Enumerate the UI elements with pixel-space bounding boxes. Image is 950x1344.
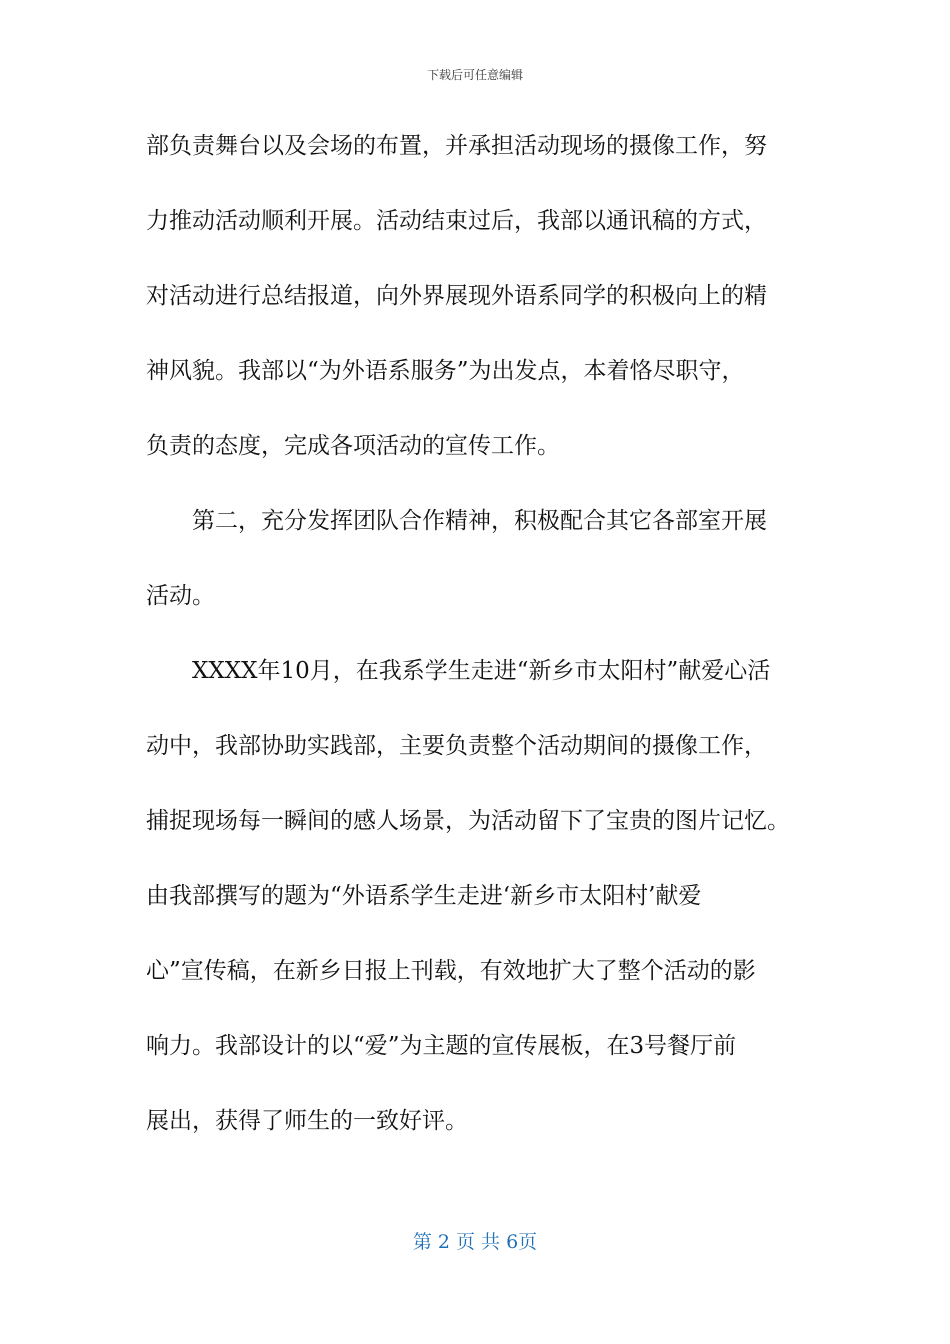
text-line: 捕捉现场每一瞬间的感人场景，为活动留下了宝贵的图片记忆。	[146, 808, 790, 834]
text-line: XXXX年10月，在我系学生走进“新乡市太阳村”献爱心活	[192, 658, 771, 684]
text-line: 响力。我部设计的以“爱”为主题的宣传展板，在3号餐厅前	[146, 1033, 737, 1059]
text-line: 由我部撰写的题为“外语系学生走进‘新乡市太阳村’献爱	[146, 883, 702, 909]
page-number: 第 2 页 共 6页	[412, 1231, 538, 1253]
text-line: 第二，充分发挥团队合作精神，积极配合其它各部室开展	[192, 508, 767, 534]
text-line: 对活动进行总结报道，向外界展现外语系同学的积极向上的精	[146, 283, 767, 309]
text-line: 活动。	[146, 583, 215, 609]
text-line: 部负责舞台以及会场的布置，并承担活动现场的摄像工作，努	[146, 133, 767, 159]
text-line: 负责的态度，完成各项活动的宣传工作。	[146, 433, 560, 459]
text-line: 神风貌。我部以“为外语系服务”为出发点，本着恪尽职守，	[146, 358, 745, 384]
text-line: 力推动活动顺利开展。活动结束过后，我部以通讯稿的方式，	[146, 208, 767, 234]
text-line: 展出，获得了师生的一致好评。	[146, 1108, 468, 1134]
text-line: 动中，我部协助实践部，主要负责整个活动期间的摄像工作，	[146, 733, 767, 759]
page-header: 下载后可任意编辑	[426, 68, 523, 82]
text-line: 心”宣传稿，在新乡日报上刊载，有效地扩大了整个活动的影	[146, 958, 756, 984]
